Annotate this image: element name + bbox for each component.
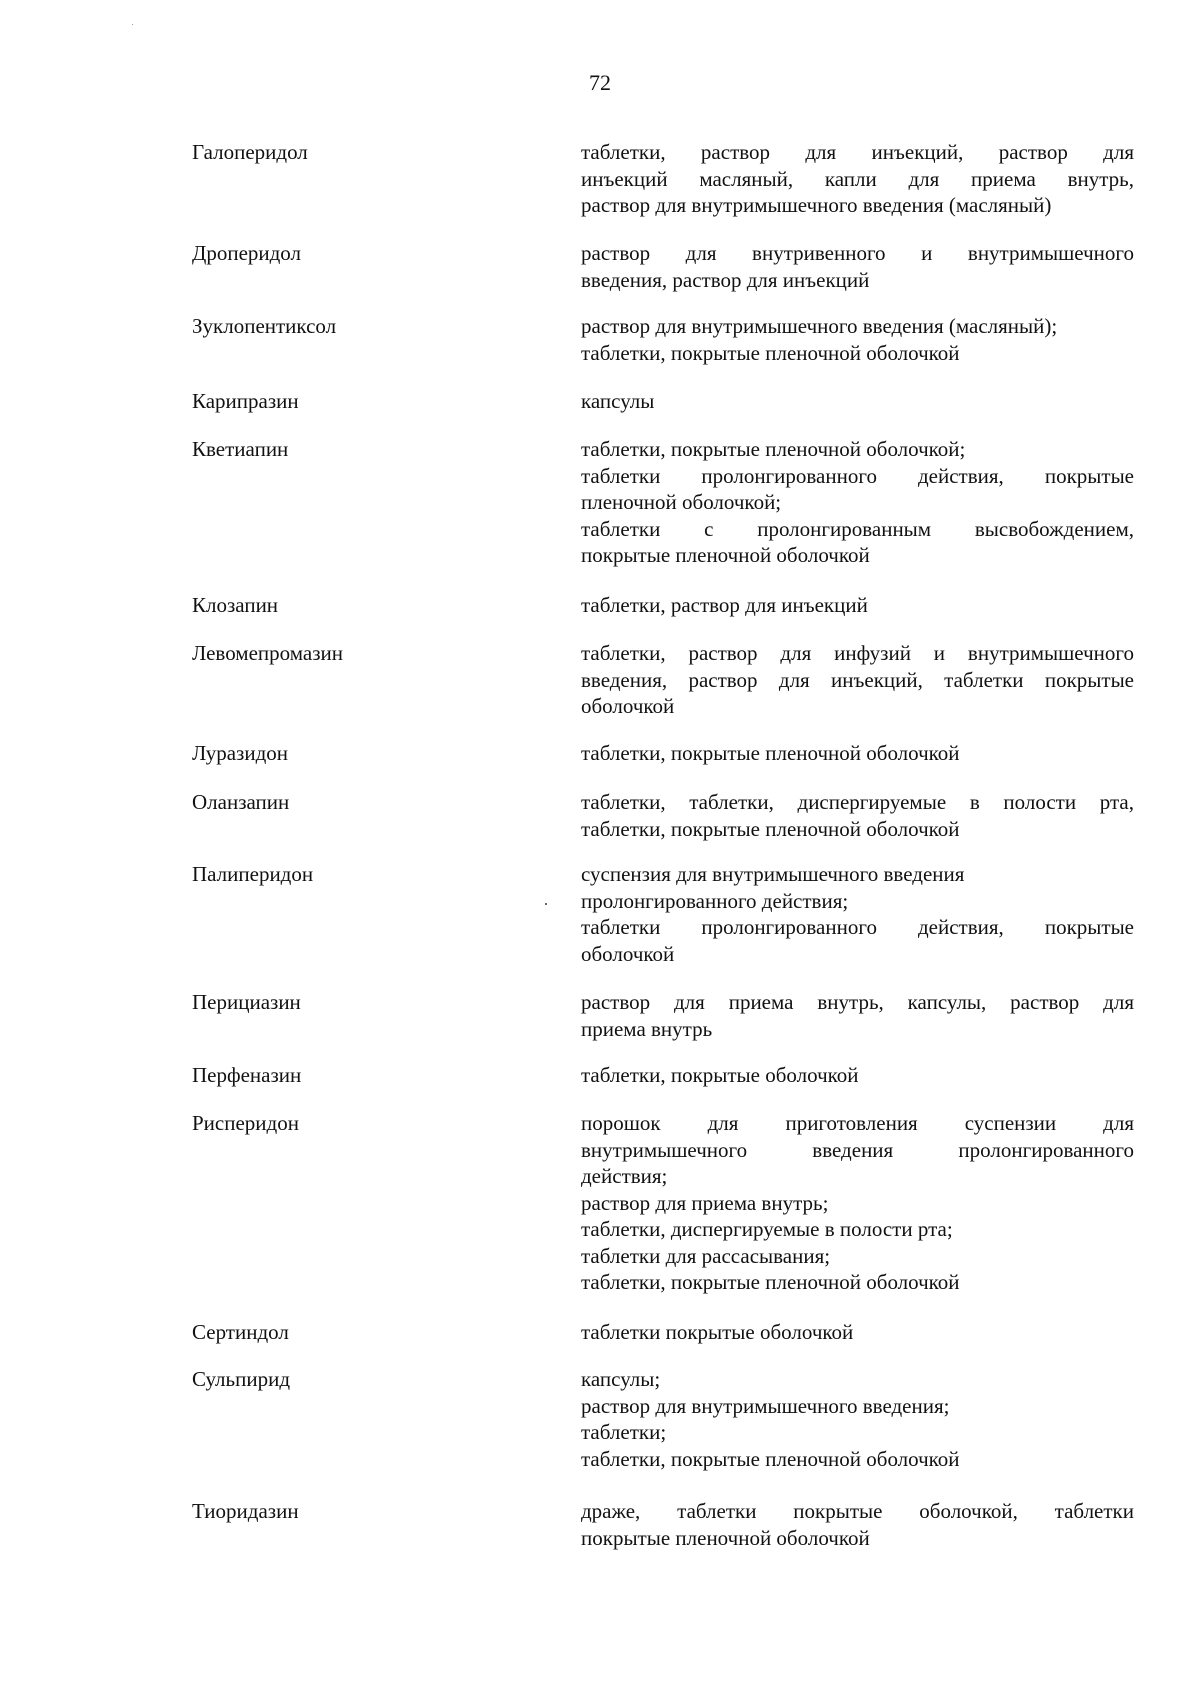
form-line: внутримышечного введения пролонгированного (581, 1137, 1134, 1162)
drug-forms (581, 740, 1134, 767)
form-line: раствор для внутримышечного введения; (581, 1393, 950, 1418)
drug-name: Палиперидон (192, 862, 314, 886)
form-line: капсулы; (581, 1367, 661, 1391)
form-line: таблетки, покрытые пленочной оболочкой (581, 816, 960, 841)
form-line: суспензия для внутримышечного введения (581, 862, 965, 886)
drug-name: Зуклопентиксол (192, 314, 337, 338)
form-line: таблетки пролонгированного действия, покрытые (581, 463, 1134, 488)
form-line: оболочкой (581, 941, 675, 966)
scan-artifact-dot (545, 903, 547, 905)
form-line: капсулы (581, 389, 655, 413)
drug-name: Перфеназин (192, 1063, 302, 1087)
drug-name: Галоперидол (192, 140, 308, 164)
drug-forms (581, 640, 1134, 720)
drug-name: Клозапин (192, 593, 279, 617)
drug-name: Тиоридазин (192, 1499, 299, 1523)
form-line: оболочкой (581, 694, 675, 718)
drug-name: Луразидон (192, 741, 288, 765)
form-line: пленочной оболочкой; (581, 490, 782, 514)
drug-forms (581, 592, 1134, 619)
form-line: таблетки, таблетки, диспергируемые в полости рта, (581, 790, 1134, 814)
form-line: таблетки, покрытые пленочной оболочкой (581, 1446, 960, 1471)
drug-name: Левомепромазин (192, 641, 343, 665)
form-line: таблетки, покрытые пленочной оболочкой (581, 1270, 960, 1294)
drug-forms (581, 240, 1134, 293)
form-line: раствор для приема внутрь, капсулы, раствор для (581, 990, 1134, 1014)
drug-forms (581, 1110, 1134, 1296)
form-line: введения, раствор для инъекций (581, 267, 870, 292)
drug-name: Рисперидон (192, 1111, 299, 1135)
form-line: таблетки, раствор для инъекций, раствор для (581, 140, 1134, 164)
form-line: таблетки, покрытые пленочной оболочкой (581, 340, 960, 365)
drug-name: Кветиапин (192, 437, 289, 461)
drug-forms (581, 388, 1134, 415)
form-line: раствор для внутривенного и внутримышечного (581, 241, 1134, 265)
drug-name: Сульпирид (192, 1367, 291, 1391)
form-line: таблетки, раствор для инъекций (581, 593, 868, 617)
form-line: таблетки, покрытые оболочкой (581, 1063, 859, 1087)
drug-forms (581, 313, 1134, 366)
form-line: покрытые пленочной оболочкой (581, 543, 870, 567)
drug-forms (581, 1366, 1134, 1472)
form-line: таблетки, раствор для инфузий и внутримышечного (581, 641, 1134, 665)
form-line: таблетки, покрытые пленочной оболочкой; (581, 437, 966, 461)
form-line: таблетки для рассасывания; (581, 1243, 831, 1268)
form-line: покрытые пленочной оболочкой (581, 1525, 870, 1550)
form-line: таблетки, покрытые пленочной оболочкой (581, 741, 960, 765)
form-line: инъекций масляный, капли для приема внутрь, (581, 166, 1134, 191)
drug-forms (581, 989, 1134, 1042)
form-line: таблетки с пролонгированным высвобождением, (581, 516, 1134, 541)
drug-name: Перициазин (192, 990, 301, 1014)
drug-name: Карипразин (192, 389, 299, 413)
drug-forms (581, 436, 1134, 569)
drug-forms (581, 789, 1134, 842)
form-line: пролонгированного действия; (581, 888, 849, 913)
scan-artifact-mark (132, 24, 133, 25)
form-line: таблетки покрытые оболочкой (581, 1320, 854, 1344)
drug-name: Дроперидол (192, 241, 302, 265)
drug-name: Сертиндол (192, 1320, 289, 1344)
drug-forms (581, 1498, 1134, 1551)
drug-forms (581, 1319, 1134, 1346)
form-line: введения, раствор для инъекций, таблетки покрытые (581, 667, 1134, 692)
form-line: раствор для внутримышечного введения (масляный); (581, 314, 1058, 338)
drug-forms (581, 1062, 1134, 1089)
page-number: 72 (589, 70, 611, 95)
form-line: драже, таблетки покрытые оболочкой, таблетки (581, 1499, 1134, 1523)
drug-name: Оланзапин (192, 790, 290, 814)
form-line: таблетки; (581, 1420, 667, 1444)
form-line: таблетки, диспергируемые в полости рта; (581, 1217, 953, 1241)
form-line: порошок для приготовления суспензии для (581, 1111, 1134, 1135)
form-line: раствор для внутримышечного введения (масляный) (581, 193, 1052, 217)
drug-forms (581, 139, 1134, 219)
form-line: раствор для приема внутрь; (581, 1190, 829, 1215)
drug-forms (581, 861, 1134, 967)
form-line: действия; (581, 1164, 668, 1188)
form-line: таблетки пролонгированного действия, покрытые (581, 915, 1134, 939)
form-line: приема внутрь (581, 1016, 713, 1041)
